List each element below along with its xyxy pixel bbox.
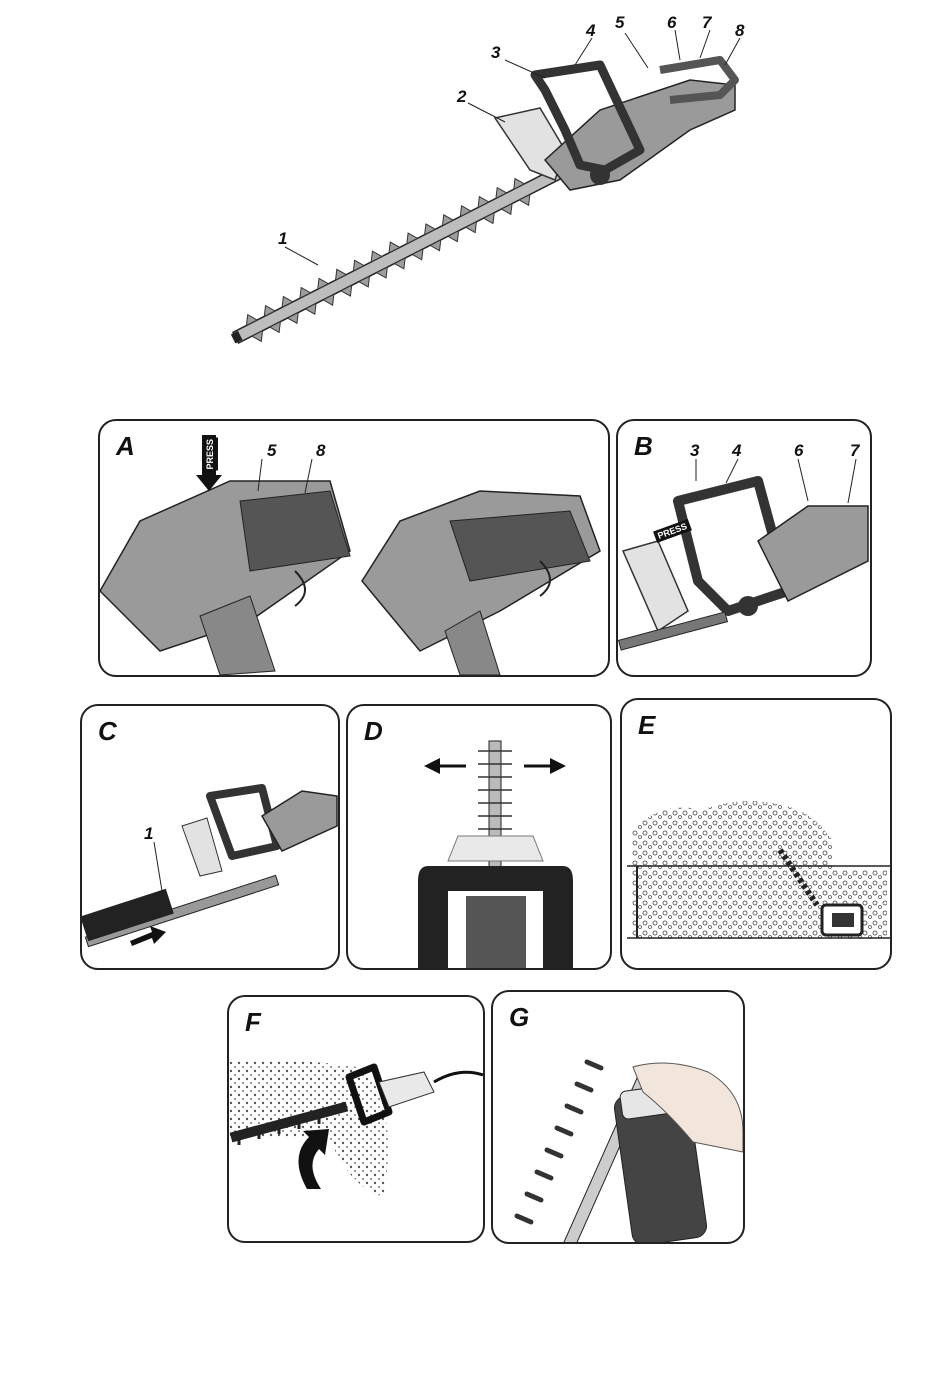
panel-title: G [509,1002,530,1032]
hedge-trimmer-drawing [0,0,950,360]
callout-2: 2 [457,87,467,106]
panel-title: D [364,716,383,746]
callout-3: 3 [491,43,501,62]
callout-6: 6 [794,441,804,460]
panel-b-drawing [618,421,870,675]
arrow-left-icon [424,758,440,774]
panel-title: A [116,431,135,461]
callout-7: 7 [702,13,712,32]
callout-8: 8 [735,21,745,40]
overview-figure [0,0,950,360]
arrow-right-icon [550,758,566,774]
blade [226,152,581,353]
callout-6: 6 [667,13,677,32]
press-label: PRESS [653,519,691,543]
panel-b [616,419,872,677]
callout-7: 7 [850,441,860,460]
callout-3: 3 [690,441,700,460]
press-label: PRESS [202,438,218,471]
panel-title: C [98,716,117,746]
panel-f [227,995,485,1243]
panel-d-drawing [348,706,610,968]
panel-c [80,704,340,970]
callout-4: 4 [586,21,596,40]
panel-e [620,698,892,970]
panel-g-drawing [493,992,743,1242]
callout-1: 1 [144,824,154,843]
panel-title: F [245,1007,261,1037]
panel-title: E [638,710,656,740]
curved-arrow-icon [298,1129,329,1189]
panel-f-drawing [229,997,483,1241]
panel-c-drawing [82,706,338,968]
callout-1: 1 [278,229,288,248]
callout-4: 4 [732,441,742,460]
panel-a-drawing [100,421,608,675]
panel-e-drawing [622,700,890,968]
callout-5: 5 [615,13,625,32]
callout-8: 8 [316,441,326,460]
knob [590,165,610,185]
panel-a [98,419,610,677]
callout-5: 5 [267,441,277,460]
panel-d [346,704,612,970]
panel-title: B [634,431,653,461]
panel-g [491,990,745,1244]
